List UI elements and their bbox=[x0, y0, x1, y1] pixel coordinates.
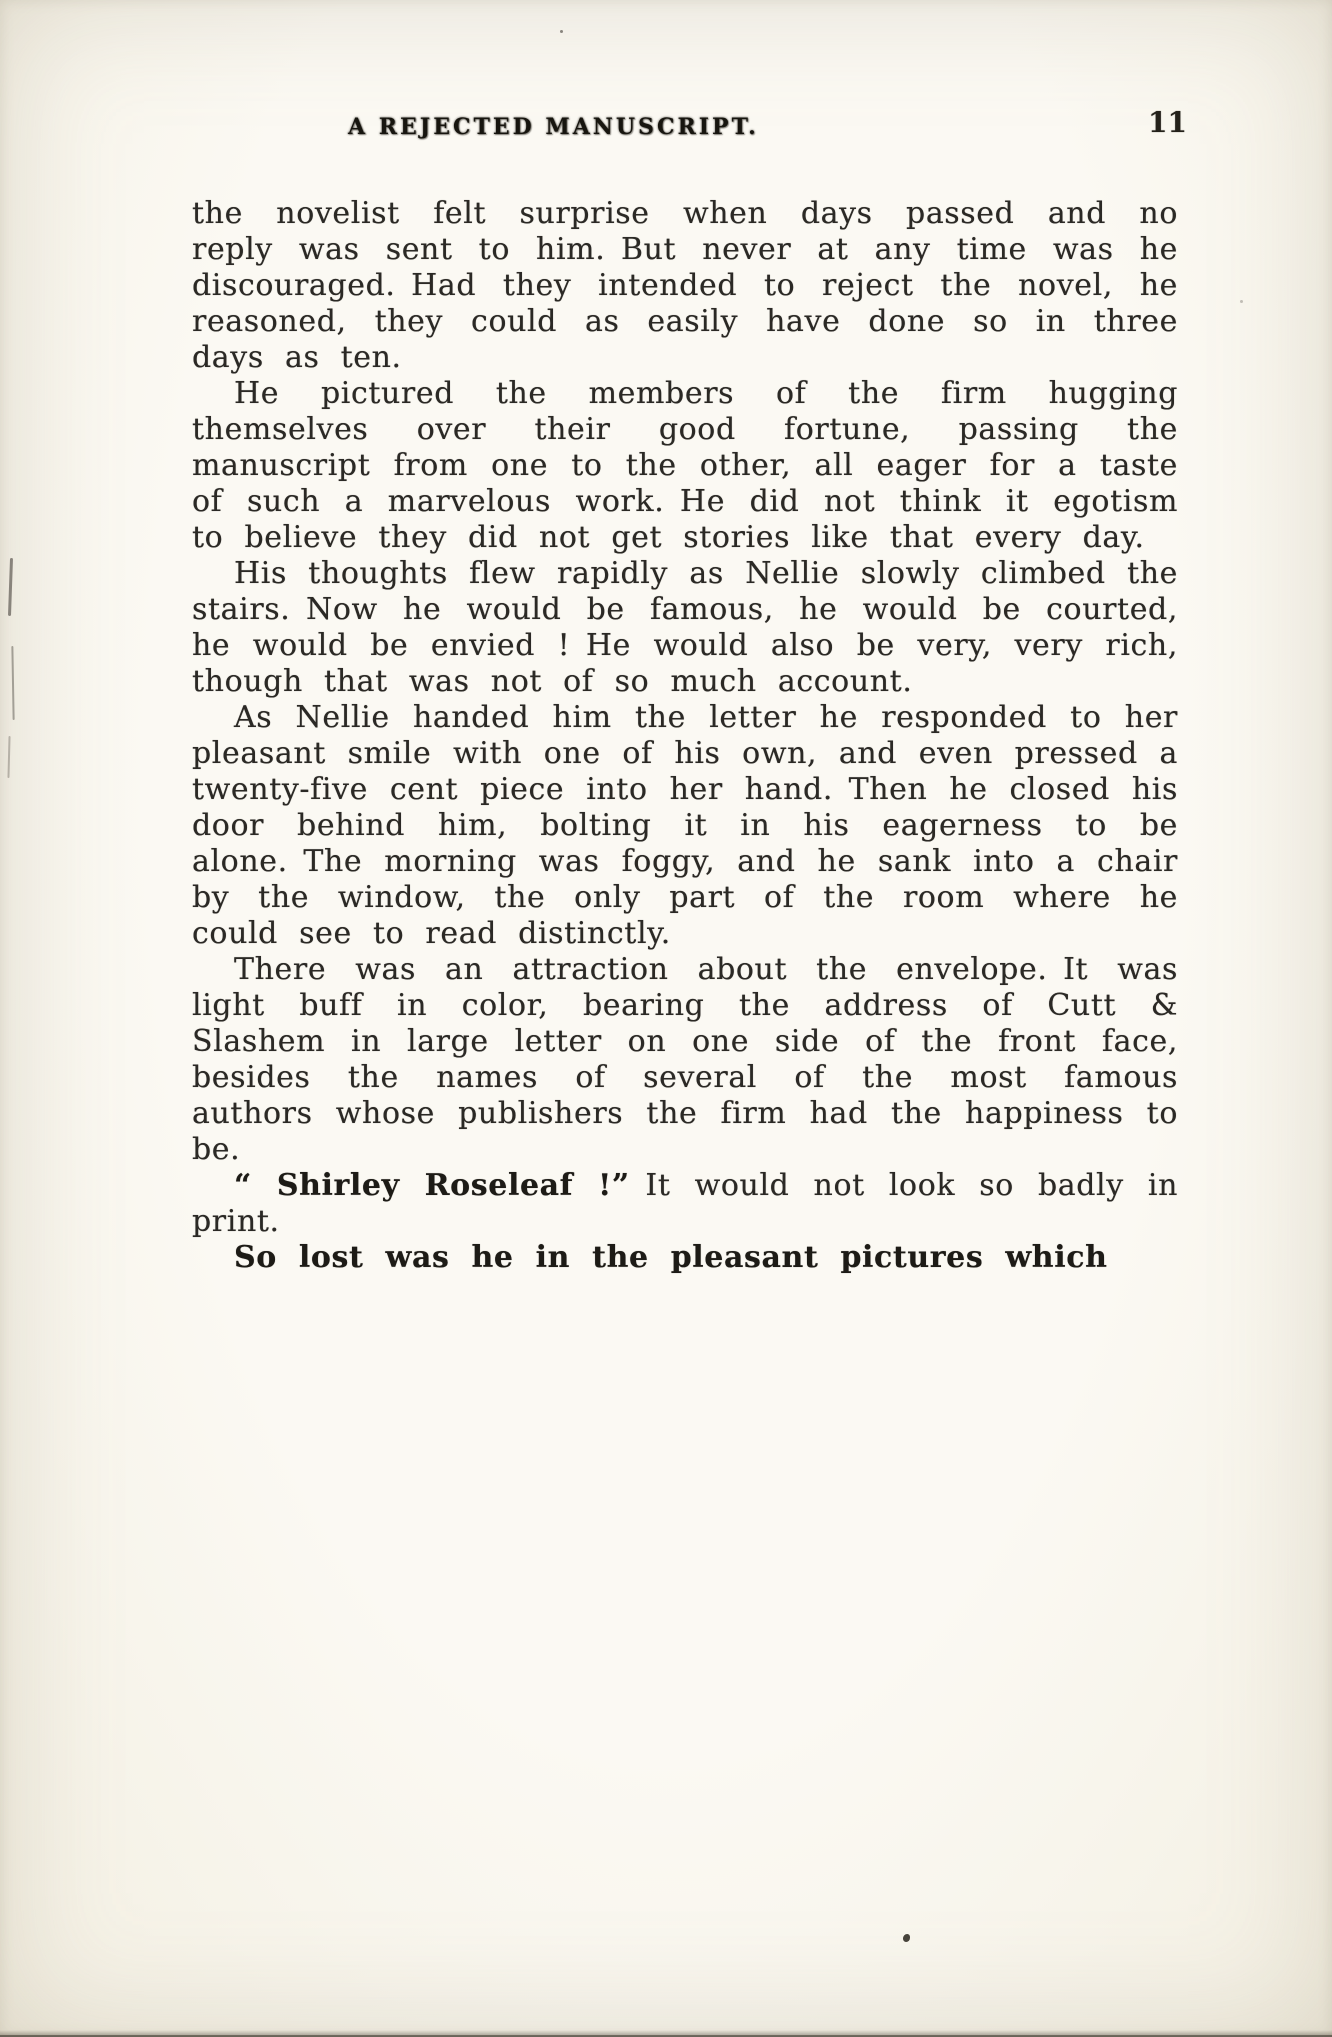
text-segment: He pictured the members of the firm hugging themselves over their good fortune, passing the manuscript from one to the other, all eager for a taste of such a marvelous work. He did not think it egotism to believe they did not get stories like that every day. bbox=[192, 376, 1178, 555]
text-segment: So lost was he in the pleasant pictures which bbox=[234, 1240, 1108, 1275]
text-segment: the novelist felt surprise when days passed and no reply was sent to him. But never at any time was he discouraged. Had they intended to reject the novel, he reasoned, they could as easily have done so in three days as ten. bbox=[192, 196, 1178, 375]
text-segment: His thoughts flew rapidly as Nellie slowly climbed the stairs. Now he would be famous, he would be courted, he would be envied ! He would also be very, very rich, though that was not of so much account. bbox=[192, 556, 1178, 699]
paragraph bbox=[192, 376, 1178, 556]
paragraph bbox=[192, 1168, 1178, 1240]
text-segment: It would not look so badly in print. bbox=[192, 1168, 1179, 1239]
text-segment: As Nellie handed him the letter he responded to her pleasant smile with one of his own, and even pressed a twenty-five cent piece into her hand. Then he closed his door behind him, bolting it in his eagerness to be alone. The morning was foggy, and he sank into a chair by the window, the only part of the room where he could see to read distinctly. bbox=[192, 700, 1178, 951]
scan-speck-right bbox=[1240, 300, 1243, 303]
paragraph bbox=[192, 1240, 1178, 1276]
scan-mark-left-3 bbox=[7, 736, 10, 778]
scan-speck-top bbox=[560, 30, 563, 33]
paragraph bbox=[192, 556, 1178, 700]
paragraph bbox=[192, 196, 1178, 376]
running-head-title: A REJECTED MANUSCRIPT. bbox=[348, 114, 759, 140]
scan-mark-left-2 bbox=[11, 646, 14, 720]
paragraph bbox=[192, 700, 1178, 952]
scan-mark-left-1 bbox=[8, 558, 13, 616]
scan-speck-bottom bbox=[903, 1934, 910, 1942]
page-body bbox=[192, 196, 1178, 1276]
text-segment: There was an attraction about the envelope. It was light buff in color, bearing the address of Cutt & Slashem in large letter on one side of the front face, besides the names of several of the most famous authors whose publishers the firm had the happiness to be. bbox=[192, 952, 1178, 1167]
page-number: 11 bbox=[1148, 106, 1187, 139]
paragraph bbox=[192, 952, 1178, 1168]
text-segment: “ Shirley Roseleaf !” bbox=[234, 1168, 630, 1203]
